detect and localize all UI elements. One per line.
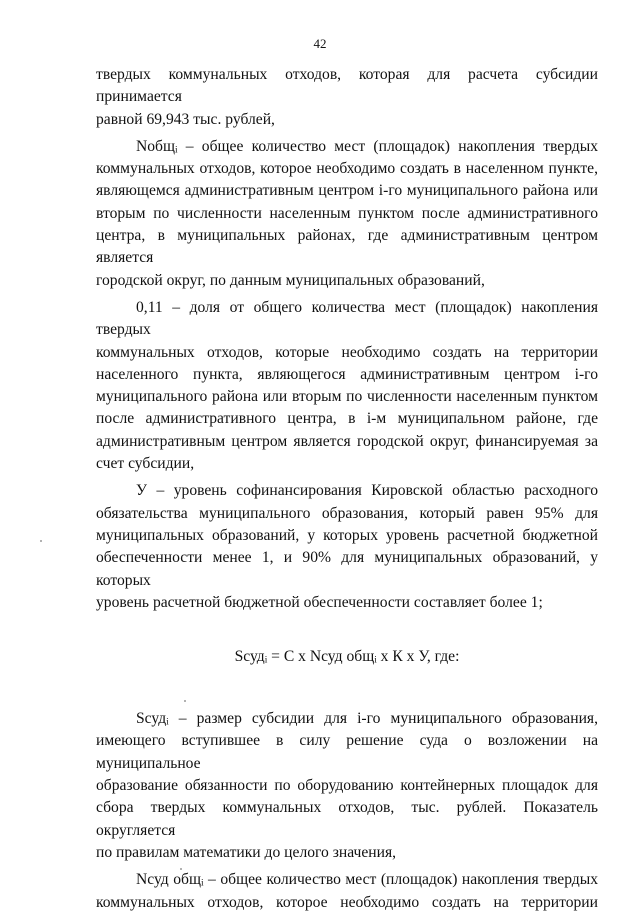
scan-speck bbox=[180, 868, 182, 870]
text-line: сбора твердых коммунальных отходов, тыс. рублей. Показатель округляется bbox=[96, 799, 598, 839]
subsidy-formula: Sсудᵢ = C х Nсуд общᵢ х К х У, где: bbox=[234, 648, 460, 666]
text-line: счет субсидии, bbox=[96, 455, 195, 473]
paragraph-1 bbox=[96, 64, 598, 131]
text-line: муниципальных образований, у которых уровень расчетной бюджетной bbox=[96, 526, 598, 544]
text-line: обеспеченности менее 1, и 90% для муниципальных образований, у которых bbox=[96, 549, 598, 589]
paragraph-n-total bbox=[96, 136, 598, 292]
paragraph-share bbox=[96, 297, 598, 475]
text-line: равной 69,943 тыс. рублей, bbox=[96, 110, 275, 128]
text-line: являющемся административным центром i-го муниципального района или bbox=[96, 182, 598, 200]
text-line: образование обязанности по оборудованию контейнерных площадок для bbox=[96, 777, 598, 795]
text-line: Nобщᵢ – общее количество мест (площадок) накопления твердых bbox=[136, 137, 598, 155]
paragraph-cofinancing-level bbox=[96, 480, 598, 614]
text-line: муниципального района или вторым по численности населенным пунктом bbox=[96, 388, 598, 406]
text-line: 0,11 – доля от общего количества мест (площадок) накопления твердых bbox=[96, 298, 598, 339]
text-line: Sсудᵢ – размер субсидии для i-го муниципального образования, bbox=[136, 710, 598, 728]
document-body bbox=[96, 64, 598, 914]
text-line: центра, в муниципальных районах, где административным центром является bbox=[96, 227, 598, 267]
text-line: уровень расчетной бюджетной обеспеченности составляет более 1; bbox=[96, 593, 543, 611]
scan-speck bbox=[40, 540, 42, 542]
text-line: населенного пункта, являющегося административным центром i-го bbox=[96, 365, 598, 383]
scan-speck bbox=[184, 700, 186, 702]
text-line: административным центром является городской округ, финансируемая за bbox=[96, 432, 598, 450]
text-line: твердых коммунальных отходов, которая для расчета субсидии принимается bbox=[96, 66, 598, 106]
text-line: городской округ, по данным муниципальных образований, bbox=[96, 271, 485, 289]
text-line: У – уровень софинансирования Кировской областью расходного bbox=[136, 482, 598, 500]
text-line: Nсуд общᵢ – общее количество мест (площадок) накопления твердых bbox=[136, 871, 598, 889]
text-line: коммунальных отходов, которое необходимо создать в населенном пункте, bbox=[96, 160, 598, 178]
text-line: по правилам математики до целого значения, bbox=[96, 843, 397, 861]
text-line: вторым по численности населенным пунктом после административного bbox=[96, 204, 598, 222]
text-line: коммунальных отходов, которые необходимо создать на территории bbox=[96, 343, 598, 361]
text-line: после административного центра, в i-м муниципальном районе, где bbox=[96, 410, 598, 428]
text-line: обязательства муниципального образования, который равен 95% для bbox=[96, 504, 598, 522]
paragraph-n-court-total bbox=[96, 869, 598, 914]
page-number: 42 bbox=[313, 36, 327, 51]
paragraph-s-court bbox=[96, 708, 598, 864]
text-line: коммунальных отходов, которое необходимо создать на территории bbox=[96, 893, 598, 911]
text-line: имеющего вступившее в силу решение суда о возложении на муниципальное bbox=[96, 732, 598, 772]
